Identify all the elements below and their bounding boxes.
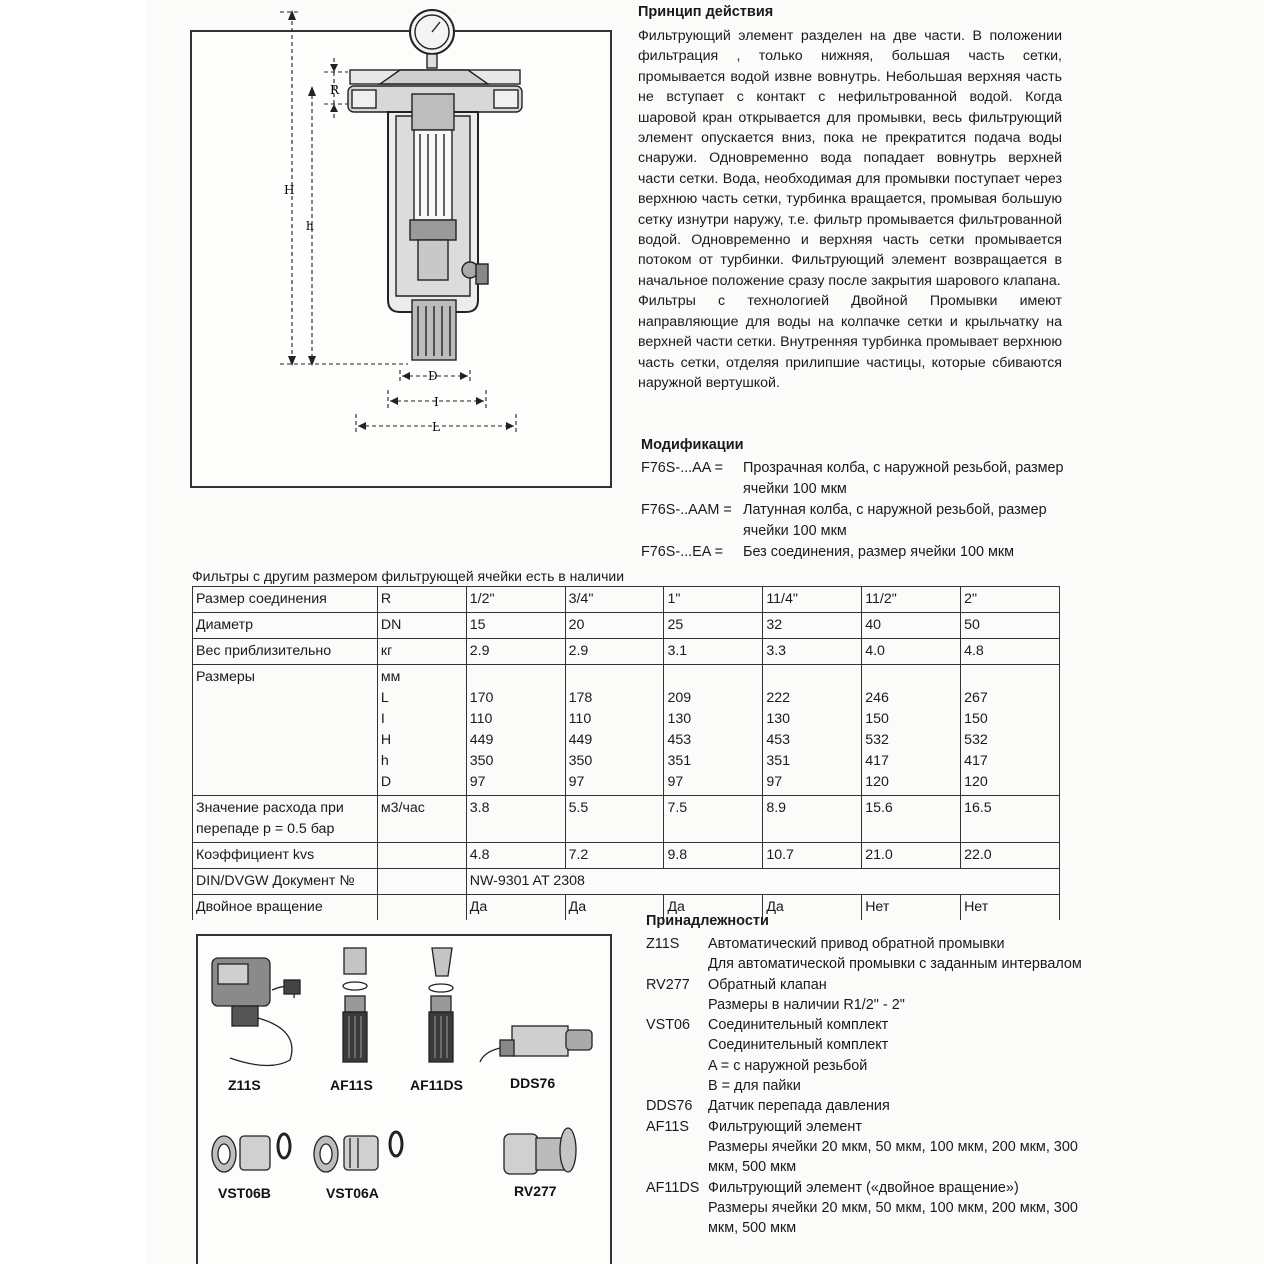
modification-code: F76S-...AA = [641, 460, 723, 476]
table-cell: 21.0 [862, 843, 961, 869]
vst06b-image [212, 1134, 290, 1172]
dim-value: 97 [469, 774, 486, 790]
dim-value: 449 [469, 732, 494, 748]
table-cell: 32 [763, 613, 862, 639]
label-D: D [428, 369, 438, 383]
z11s-image [212, 958, 300, 1066]
table-cell: 8.9 [763, 796, 862, 843]
principle-paragraph-2: Фильтры с технологией Двойной Промывки имеют направляющие для воды на колпачке сетки и крыльчатку на верхней части сетки. Внутренняя турбинка промывает верхнюю часть сетки, отделяя прилипшие частицы, которые сбиваются наружной вертушкой. [638, 293, 1062, 391]
vst06a-image [314, 1132, 402, 1172]
accessory-desc [708, 1117, 1086, 1178]
dim-value: 150 [865, 711, 889, 727]
accessory-line: Фильтрующий элемент [708, 1118, 862, 1135]
row-label: Диаметр [193, 613, 378, 639]
accessory-item [646, 1096, 1086, 1116]
table-cell: 1" [664, 587, 763, 613]
row-unit: R [377, 587, 466, 613]
dim-value: 453 [766, 732, 790, 748]
modification-code: F76S-...EA = [641, 544, 723, 560]
dim-value: 351 [766, 753, 790, 769]
dim-value: 110 [469, 711, 493, 727]
flow-label-1: Значение расхода при [196, 800, 344, 816]
row-label: Двойное вращение [193, 895, 378, 921]
table-cell: 22.0 [961, 843, 1060, 869]
dim-value: 97 [667, 774, 684, 790]
table-cell: 40 [862, 613, 961, 639]
vst06b-label: VST06B [218, 1185, 271, 1201]
dds76-image [480, 1026, 592, 1062]
table-cell: 4.8 [466, 843, 565, 869]
table-cell: NW-9301 AT 2308 [466, 869, 1059, 895]
dims-key: H [380, 732, 392, 748]
table-cell: 3.3 [763, 639, 862, 665]
table-cell: 1/2" [466, 587, 565, 613]
accessory-line: Соединительный комплект [708, 1037, 889, 1054]
table-cell: 2.9 [565, 639, 664, 665]
accessory-code: AF11DS [646, 1179, 700, 1196]
dim-value: 417 [865, 753, 889, 769]
accessory-item [646, 1178, 1086, 1239]
table-cell: 11/2" [862, 587, 961, 613]
dim-value: 532 [964, 732, 988, 748]
accessory-code: Z11S [646, 936, 680, 952]
dim-value: 267 [964, 690, 988, 706]
dims-key: I [380, 711, 385, 727]
table-cell: 10.7 [763, 843, 862, 869]
row-label: Размер соединения [193, 587, 378, 613]
rv277-image [504, 1128, 576, 1174]
dim-value: 350 [568, 753, 593, 769]
table-cell: 7.2 [565, 843, 664, 869]
accessory-desc [708, 1096, 1086, 1116]
row-unit: кг [377, 639, 466, 665]
principle-title: Принцип действия [638, 4, 774, 20]
accessory-item [646, 1015, 1086, 1096]
dim-value: 110 [568, 711, 592, 727]
table-cell: 11/4" [763, 587, 862, 613]
dim-value: 130 [766, 711, 790, 727]
dim-value: 130 [667, 711, 692, 727]
dim-value: 120 [865, 774, 889, 790]
accessory-line: B = для пайки [708, 1078, 801, 1095]
table-cell [862, 665, 961, 796]
modification-desc: Латунная колба, с наружной резьбой, размер ячейки 100 мкм [743, 502, 1047, 539]
table-cell: 20 [565, 613, 664, 639]
table-cell: 15 [466, 613, 565, 639]
label-h: h [306, 219, 314, 233]
accessory-line: Размеры в наличии R1/2" - 2" [708, 996, 905, 1013]
table-cell: 15.6 [862, 796, 961, 843]
z11s-label: Z11S [228, 1077, 261, 1093]
table-cell: 3/4" [565, 587, 664, 613]
dim-value: 350 [469, 753, 494, 769]
principle-paragraph-1: Фильтрующий элемент разделен на две части. В положении фильтрация , только нижняя, большая часть сетки, промывается водой извне вовнутрь. Небольшая верхняя часть не вступает с контакт с нефильтрованной водой. Когда шаровой кран открывается для промывки, весь фильтрующий элемент опускается вниз, пока не прекратится подача воды снаружи. Одновременно вода попадает вовнутрь верхней части сетки. Вода, необходимая для промывки поступает через верхнюю часть сетки, турбинка вращается, промывая большую сетку изнутри наружу, т.е. фильтр промывается фильтрованной водой. Одновременно и верхняя часть сетки промывается потоком от турбинки. Фильтрующий элемент возвращается в начальное положение сразу после закрытия шарового клапана. [638, 28, 1062, 289]
accessory-line: Обратный клапан [708, 976, 827, 993]
accessory-code: DDS76 [646, 1098, 693, 1115]
dim-value: 351 [667, 753, 692, 769]
table-cell [664, 665, 763, 796]
accessory-line: Датчик перепада давления [708, 1098, 890, 1115]
dim-value: 246 [865, 690, 889, 706]
table-cell: Нет [862, 895, 961, 921]
dims-key: L [380, 690, 389, 706]
label-L: L [432, 420, 440, 434]
accessory-line: Фильтрующий элемент («двойное вращение») [708, 1179, 1019, 1196]
label-I: I [434, 395, 439, 409]
accessory-line: Для автоматической промывки с заданным интервалом [708, 956, 1082, 973]
principle-text [638, 26, 1062, 393]
accessory-line: Размеры ячейки 20 мкм, 50 мкм, 100 мкм, 200 мкм, 300 мкм, 500 мкм [708, 1138, 1078, 1176]
row-unit: м3/час [377, 796, 466, 843]
table-cell [763, 665, 862, 796]
dim-value: 209 [667, 690, 692, 706]
accessories-list [646, 934, 1086, 1238]
accessory-desc [708, 1015, 1086, 1096]
rv277-label: RV277 [514, 1183, 557, 1199]
accessory-item [646, 1117, 1086, 1178]
table-cell: Нет [961, 895, 1060, 921]
table-cell: 3.8 [466, 796, 565, 843]
table-cell: Да [466, 895, 565, 921]
row-unit: DN [377, 613, 466, 639]
modifications-list [641, 458, 1081, 563]
accessory-desc [708, 1178, 1086, 1239]
modification-desc: Без соединения, размер ячейки 100 мкм [743, 544, 1015, 560]
modifications-title: Модификации [641, 437, 744, 453]
vst06a-label: VST06A [326, 1185, 379, 1201]
af11ds-label: AF11DS [410, 1077, 463, 1093]
accessory-desc [708, 975, 1086, 1016]
table-cell: 5.5 [565, 796, 664, 843]
dim-value: 222 [766, 690, 790, 706]
table-cell: Да [664, 895, 763, 921]
dim-value: 417 [964, 753, 988, 769]
table-cell: 4.8 [961, 639, 1060, 665]
modification-desc: Прозрачная колба, с наружной резьбой, размер ячейки 100 мкм [743, 460, 1064, 497]
table-cell: 7.5 [664, 796, 763, 843]
dims-key: h [380, 753, 389, 769]
row-label: Коэффициент kvs [193, 843, 378, 869]
dim-value: 453 [667, 732, 692, 748]
accessory-desc [708, 934, 1086, 975]
accessory-line: Автоматический привод обратной промывки [708, 936, 1005, 952]
dim-value: 449 [568, 732, 593, 748]
label-H: H [284, 183, 295, 197]
accessory-item [646, 934, 1086, 975]
af11s-label: AF11S [330, 1077, 373, 1093]
row-label: DIN/DVGW Документ № [193, 869, 378, 895]
accessory-line: Соединительный комплект [708, 1017, 889, 1034]
table-cell: 16.5 [961, 796, 1060, 843]
table-cell: 25 [664, 613, 763, 639]
accessories-images [0, 0, 620, 1264]
label-R: R [330, 83, 340, 97]
accessory-code: AF11S [646, 1118, 689, 1135]
modification-item [641, 542, 1081, 563]
table-cell: 9.8 [664, 843, 763, 869]
dim-value: 178 [568, 690, 593, 706]
dim-value: 532 [865, 732, 889, 748]
accessory-code: RV277 [646, 976, 690, 993]
table-cell [961, 665, 1060, 796]
table-cell: 3.1 [664, 639, 763, 665]
table-cell: 50 [961, 613, 1060, 639]
modification-item [641, 458, 1081, 500]
accessories-title: Принадлежности [646, 913, 769, 929]
af11ds-image [429, 948, 453, 1062]
dim-value: 120 [964, 774, 988, 790]
dim-value: 97 [766, 774, 783, 790]
dds76-label: DDS76 [510, 1075, 556, 1091]
modification-code: F76S-..AAM = [641, 502, 732, 518]
table-caption: Фильтры с другим размером фильтрующей ячейки есть в наличии [192, 568, 625, 584]
dim-value: 150 [964, 711, 988, 727]
table-cell: 2" [961, 587, 1060, 613]
row-label: Вес приблизительно [193, 639, 378, 665]
dims-unit: мм [380, 669, 401, 685]
table-cell: Да [565, 895, 664, 921]
table-cell: 2.9 [466, 639, 565, 665]
dim-value: 170 [469, 690, 494, 706]
row-label: Размеры [193, 665, 378, 796]
accessory-item [646, 975, 1086, 1016]
table-cell: 4.0 [862, 639, 961, 665]
accessory-line: Размеры ячейки 20 мкм, 50 мкм, 100 мкм, 200 мкм, 300 мкм, 500 мкм [708, 1199, 1078, 1237]
flow-label-2: перепаде p = 0.5 бар [196, 821, 335, 837]
accessory-code: VST06 [646, 1017, 690, 1034]
af11s-image [343, 948, 367, 1062]
table-cell: Да [763, 895, 862, 921]
dim-value: 97 [568, 774, 585, 790]
modification-item [641, 500, 1081, 542]
dims-key: D [380, 774, 392, 790]
accessory-line: A = с наружной резьбой [708, 1057, 868, 1074]
